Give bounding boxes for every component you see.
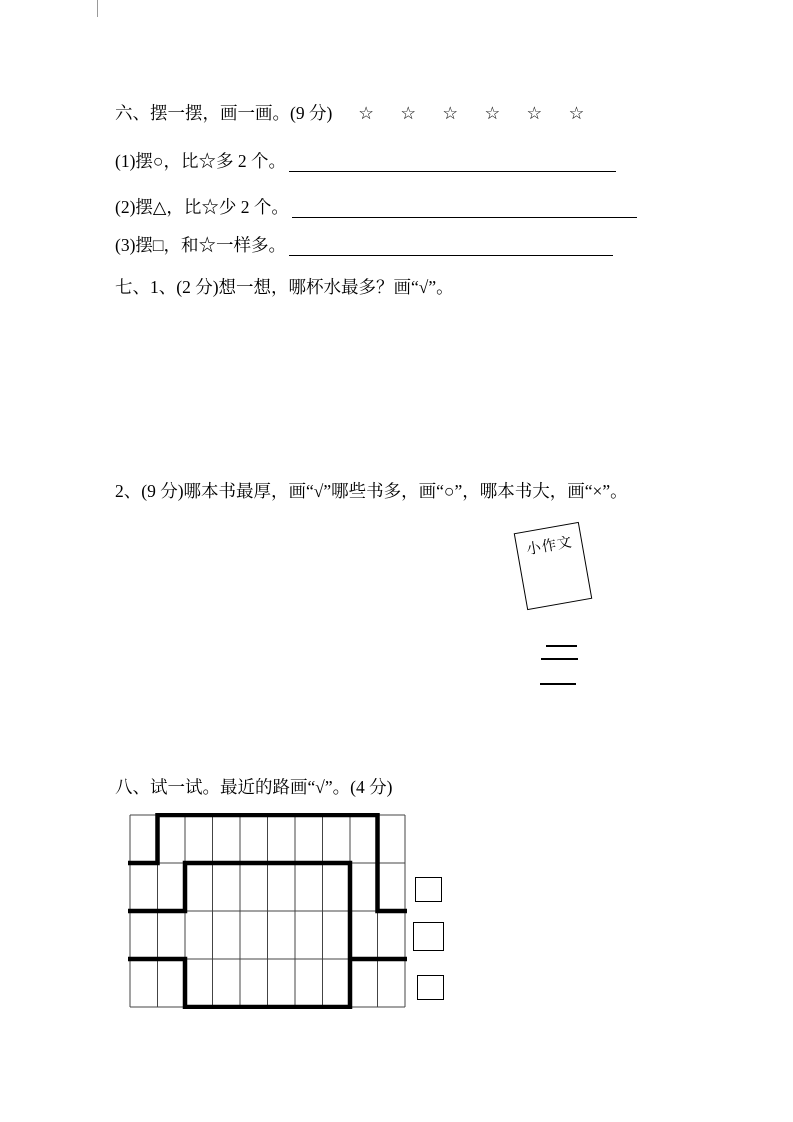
section6-header [115, 103, 595, 123]
section8-title: 八、试一试。最近的路画“√”。(4 分) [115, 777, 393, 797]
path-grid-figure [128, 813, 407, 1009]
thin-book-line [541, 658, 578, 660]
section6-item-2 [115, 197, 637, 218]
thin-book-line [540, 683, 576, 685]
section6-item-2-label: (2)摆△，比☆少 2 个。 [115, 197, 289, 217]
answer-blank-3[interactable] [289, 235, 613, 256]
section6-item-3 [115, 235, 613, 256]
answer-checkbox-3[interactable] [417, 975, 444, 1000]
essay-book [514, 522, 593, 610]
section6-item-1 [115, 151, 616, 172]
essay-book-label: 小作文 [525, 534, 574, 559]
section7-question-2: 2、(9 分)哪本书最厚，画“√”哪些书多，画“○”，哪本书大，画“×”。 [115, 481, 628, 501]
section7-question-1: 七、1、(2 分)想一想，哪杯水最多？画“√”。 [115, 277, 454, 297]
answer-blank-1[interactable] [289, 151, 616, 172]
section6-title: 六、摆一摆，画一画。(9 分) [115, 103, 333, 123]
section6-item-3-label: (3)摆□，和☆一样多。 [115, 235, 286, 255]
thin-book-line [546, 645, 577, 647]
answer-checkbox-2[interactable] [413, 922, 444, 951]
answer-blank-2[interactable] [292, 197, 637, 218]
section6-item-1-label: (1)摆○，比☆多 2 个。 [115, 151, 286, 171]
section6-stars: ☆ ☆ ☆ ☆ ☆ ☆ [358, 103, 596, 123]
scan-edge-artifact [97, 0, 98, 17]
answer-checkbox-1[interactable] [415, 877, 442, 902]
